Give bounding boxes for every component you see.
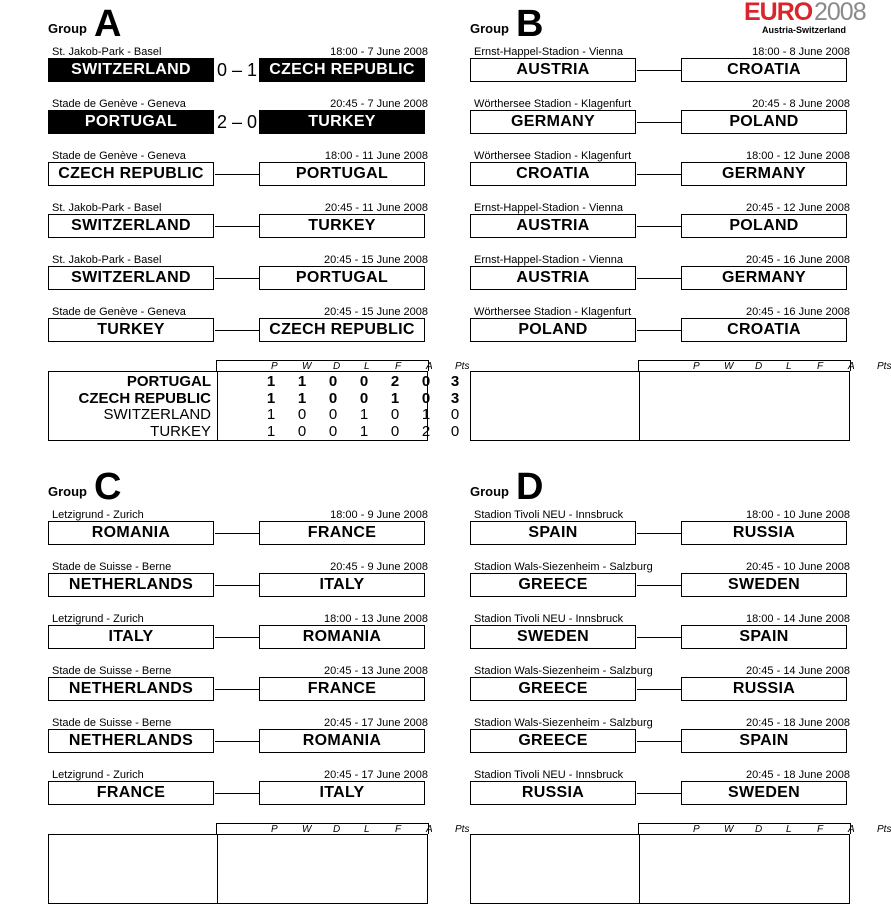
standings-col-header: A — [848, 824, 855, 835]
match-connector-line — [215, 741, 259, 742]
match-venue: Stadion Tivoli NEU - Innsbruck — [474, 769, 624, 781]
standings-stat-d: 0 — [328, 406, 338, 423]
standings-stat-p: 1 — [266, 422, 276, 440]
away-team-box: PORTUGAL — [259, 266, 425, 290]
standings-stat-d: 0 — [328, 389, 338, 407]
standings-col-header: D — [333, 361, 341, 372]
standings-stat-pts: 3 — [450, 373, 460, 390]
away-team-box: POLAND — [681, 110, 847, 134]
away-team-box: POLAND — [681, 214, 847, 238]
standings-col-header: A — [848, 361, 855, 372]
standings-stat-w: 1 — [297, 389, 307, 407]
match-datetime: 18:00 - 7 June 2008 — [330, 46, 428, 58]
standings-col-header: D — [333, 824, 341, 835]
match-score: 2 – 0 — [216, 112, 258, 132]
match-row — [48, 509, 430, 549]
home-team-box: GREECE — [470, 677, 636, 701]
standings-stat-p: 1 — [266, 406, 276, 423]
match-venue: Stadion Wals-Siezenheim - Salzburg — [474, 561, 653, 573]
match-venue: Ernst-Happel-Stadion - Vienna — [474, 202, 623, 214]
standings-stat-f: 0 — [390, 422, 400, 440]
match-score: 0 – 1 — [216, 60, 258, 80]
match-datetime: 18:00 - 14 June 2008 — [746, 613, 850, 625]
away-team-box: CZECH REPUBLIC — [259, 58, 425, 82]
match-venue: Stadion Tivoli NEU - Innsbruck — [474, 509, 624, 521]
match-connector-line — [637, 278, 681, 279]
group-word: Group — [48, 21, 87, 36]
match-row — [470, 509, 852, 549]
match-venue: Letzigrund - Zurich — [52, 509, 144, 521]
match-row — [48, 98, 430, 138]
standings-col-header: A — [426, 824, 433, 835]
standings-team-name: TURKEY — [150, 422, 211, 440]
standings-col-header: F — [395, 361, 402, 372]
standings-stat-l: 1 — [359, 422, 369, 440]
away-team-box: ITALY — [259, 781, 425, 805]
match-datetime: 18:00 - 8 June 2008 — [752, 46, 850, 58]
home-team-box: NETHERLANDS — [48, 729, 214, 753]
match-venue: Wörthersee Stadion - Klagenfurt — [474, 150, 632, 162]
match-venue: Ernst-Happel-Stadion - Vienna — [474, 254, 623, 266]
match-venue: Letzigrund - Zurich — [52, 769, 144, 781]
match-row — [470, 613, 852, 653]
match-connector-line — [637, 741, 681, 742]
standings-col-header: D — [755, 361, 763, 372]
standings-row — [49, 422, 460, 440]
match-connector-line — [637, 637, 681, 638]
away-team-box: RUSSIA — [681, 677, 847, 701]
home-team-box: AUSTRIA — [470, 214, 636, 238]
home-team-box: CROATIA — [470, 162, 636, 186]
standings-stat-f: 2 — [390, 373, 400, 390]
group-heading — [470, 4, 670, 44]
standings-stat-pts: 0 — [450, 406, 460, 423]
group-d-panel — [470, 466, 891, 907]
group-word: Group — [470, 21, 509, 36]
match-datetime: 20:45 - 8 June 2008 — [752, 98, 850, 110]
match-datetime: 18:00 - 10 June 2008 — [746, 509, 850, 521]
match-venue: Stade de Genève - Geneva — [52, 306, 186, 318]
standings-stat-p: 1 — [266, 389, 276, 407]
standings-col-header: Pts — [455, 824, 470, 835]
match-datetime: 20:45 - 10 June 2008 — [746, 561, 850, 573]
standings-body — [470, 371, 850, 441]
away-team-box: CZECH REPUBLIC — [259, 318, 425, 342]
standings-col-header: Pts — [877, 361, 891, 372]
match-row — [48, 613, 430, 653]
home-team-box: PORTUGAL — [48, 110, 214, 134]
away-team-box: TURKEY — [259, 110, 425, 134]
home-team-box: SWEDEN — [470, 625, 636, 649]
match-connector-line — [637, 689, 681, 690]
match-connector-line — [637, 533, 681, 534]
home-team-box: NETHERLANDS — [48, 677, 214, 701]
match-venue: Stadion Wals-Siezenheim - Salzburg — [474, 665, 653, 677]
match-connector-line — [637, 793, 681, 794]
away-team-box: GERMANY — [681, 162, 847, 186]
standings-stat-l: 0 — [359, 389, 369, 407]
match-datetime: 20:45 - 11 June 2008 — [324, 202, 428, 214]
away-team-box: SPAIN — [681, 729, 847, 753]
standings-body — [470, 834, 850, 904]
group-letter: B — [516, 3, 544, 45]
match-venue: Stade de Suisse - Berne — [52, 717, 172, 729]
standings-stat-f: 0 — [390, 406, 400, 423]
match-connector-line — [637, 330, 681, 331]
standings-stat-pts: 3 — [450, 389, 460, 407]
match-connector-line — [637, 226, 681, 227]
standings-stat-f: 1 — [390, 389, 400, 407]
home-team-box: SWITZERLAND — [48, 58, 214, 82]
match-connector-line — [215, 278, 259, 279]
match-row — [470, 717, 852, 757]
match-venue: Stade de Suisse - Berne — [52, 665, 172, 677]
match-row — [470, 98, 852, 138]
home-team-box: NETHERLANDS — [48, 573, 214, 597]
match-venue: Stadion Tivoli NEU - Innsbruck — [474, 613, 624, 625]
home-team-box: ITALY — [48, 625, 214, 649]
standings-stat-a: 0 — [421, 389, 431, 407]
home-team-box: SWITZERLAND — [48, 266, 214, 290]
group-letter: C — [94, 466, 122, 508]
standings-col-header: P — [693, 361, 700, 372]
match-datetime: 20:45 - 7 June 2008 — [330, 98, 428, 110]
standings-col-header: P — [693, 824, 700, 835]
standings-col-header: A — [426, 361, 433, 372]
standings-col-header: W — [302, 361, 312, 372]
home-team-box: POLAND — [470, 318, 636, 342]
match-row — [470, 46, 852, 86]
match-connector-line — [215, 533, 259, 534]
match-datetime: 20:45 - 12 June 2008 — [746, 202, 850, 214]
group-word: Group — [48, 484, 87, 499]
standings-col-header: P — [271, 361, 278, 372]
match-datetime: 20:45 - 15 June 2008 — [324, 254, 428, 266]
standings-table — [48, 360, 470, 442]
home-team-box: CZECH REPUBLIC — [48, 162, 214, 186]
standings-stat-w: 0 — [297, 406, 307, 423]
match-connector-line — [215, 689, 259, 690]
match-datetime: 20:45 - 13 June 2008 — [324, 665, 428, 677]
match-venue: Stade de Genève - Geneva — [52, 150, 186, 162]
standings-col-header: D — [755, 824, 763, 835]
standings-divider — [639, 835, 640, 903]
match-connector-line — [215, 174, 259, 175]
match-venue: Ernst-Happel-Stadion - Vienna — [474, 46, 623, 58]
standings-stat-d: 0 — [328, 373, 338, 390]
standings-col-header: L — [364, 361, 370, 372]
home-team-box: AUSTRIA — [470, 58, 636, 82]
group-a-panel — [48, 3, 470, 444]
standings-divider — [639, 372, 640, 440]
home-team-box: AUSTRIA — [470, 266, 636, 290]
match-datetime: 20:45 - 14 June 2008 — [746, 665, 850, 677]
match-row — [48, 769, 430, 809]
standings-header — [638, 360, 891, 372]
match-connector-line — [215, 585, 259, 586]
standings-col-header: P — [271, 824, 278, 835]
standings-header — [638, 823, 891, 835]
match-row — [470, 769, 852, 809]
standings-stat-p: 1 — [266, 373, 276, 390]
away-team-box: PORTUGAL — [259, 162, 425, 186]
home-team-box: SPAIN — [470, 521, 636, 545]
home-team-box: GREECE — [470, 729, 636, 753]
group-heading — [48, 4, 248, 44]
standings-col-header: Pts — [877, 824, 891, 835]
standings-stat-l: 1 — [359, 406, 369, 423]
standings-header — [216, 360, 470, 372]
group-heading — [470, 467, 670, 507]
match-datetime: 18:00 - 11 June 2008 — [324, 150, 428, 162]
match-venue: Stade de Suisse - Berne — [52, 561, 172, 573]
home-team-box: GERMANY — [470, 110, 636, 134]
match-venue: Wörthersee Stadion - Klagenfurt — [474, 98, 632, 110]
standings-stat-a: 1 — [421, 406, 431, 423]
home-team-box: TURKEY — [48, 318, 214, 342]
match-connector-line — [215, 793, 259, 794]
group-letter: A — [94, 3, 122, 45]
match-datetime: 20:45 - 15 June 2008 — [324, 306, 428, 318]
match-datetime: 18:00 - 12 June 2008 — [746, 150, 850, 162]
standings-table — [470, 823, 891, 905]
standings-stat-d: 0 — [328, 422, 338, 440]
match-row — [48, 306, 430, 346]
match-venue: St. Jakob-Park - Basel — [52, 254, 162, 266]
away-team-box: FRANCE — [259, 677, 425, 701]
match-venue: Letzigrund - Zurich — [52, 613, 144, 625]
away-team-box: ROMANIA — [259, 625, 425, 649]
match-datetime: 20:45 - 18 June 2008 — [746, 717, 850, 729]
match-row — [470, 665, 852, 705]
standings-col-header: W — [302, 824, 312, 835]
standings-divider — [217, 835, 218, 903]
away-team-box: ROMANIA — [259, 729, 425, 753]
away-team-box: GERMANY — [681, 266, 847, 290]
logo-year-text: 2008 — [814, 0, 866, 26]
group-b-panel — [470, 3, 891, 444]
group-heading — [48, 467, 248, 507]
standings-stat-w: 0 — [297, 422, 307, 440]
match-datetime: 20:45 - 9 June 2008 — [330, 561, 428, 573]
standings-col-header: W — [724, 824, 734, 835]
match-connector-line — [215, 226, 259, 227]
match-row — [470, 306, 852, 346]
standings-team-name: PORTUGAL — [126, 373, 211, 390]
match-row — [470, 150, 852, 190]
home-team-box: ROMANIA — [48, 521, 214, 545]
standings-col-header: F — [817, 361, 824, 372]
match-datetime: 18:00 - 13 June 2008 — [324, 613, 428, 625]
standings-row — [49, 406, 460, 423]
match-connector-line — [637, 122, 681, 123]
home-team-box: RUSSIA — [470, 781, 636, 805]
match-datetime: 20:45 - 18 June 2008 — [746, 769, 850, 781]
standings-table — [48, 823, 470, 905]
match-row — [470, 202, 852, 242]
standings-col-header: F — [395, 824, 402, 835]
standings-col-header: L — [786, 361, 792, 372]
match-datetime: 20:45 - 16 June 2008 — [746, 306, 850, 318]
standings-stat-pts: 0 — [450, 422, 460, 440]
standings-body — [48, 371, 460, 441]
standings-stat-w: 1 — [297, 373, 307, 390]
standings-col-header: L — [364, 824, 370, 835]
match-connector-line — [637, 585, 681, 586]
match-datetime: 20:45 - 16 June 2008 — [746, 254, 850, 266]
match-venue: Wörthersee Stadion - Klagenfurt — [474, 306, 632, 318]
match-row — [48, 254, 430, 294]
home-team-box: SWITZERLAND — [48, 214, 214, 238]
logo-hosts-text: Austria-Switzerland — [762, 25, 847, 35]
match-row — [48, 717, 430, 757]
match-venue: Stadion Wals-Siezenheim - Salzburg — [474, 717, 653, 729]
standings-team-name: SWITZERLAND — [103, 406, 211, 423]
standings-col-header: Pts — [455, 361, 470, 372]
match-row — [470, 254, 852, 294]
match-connector-line — [637, 174, 681, 175]
away-team-box: TURKEY — [259, 214, 425, 238]
match-connector-line — [637, 70, 681, 71]
away-team-box: FRANCE — [259, 521, 425, 545]
away-team-box: CROATIA — [681, 318, 847, 342]
standings-col-header: W — [724, 361, 734, 372]
match-datetime: 20:45 - 17 June 2008 — [324, 769, 428, 781]
home-team-box: GREECE — [470, 573, 636, 597]
standings-col-header: F — [817, 824, 824, 835]
away-team-box: SWEDEN — [681, 781, 847, 805]
match-datetime: 18:00 - 9 June 2008 — [330, 509, 428, 521]
match-row — [48, 150, 430, 190]
home-team-box: FRANCE — [48, 781, 214, 805]
standings-stat-l: 0 — [359, 373, 369, 390]
match-row — [48, 561, 430, 601]
match-connector-line — [215, 330, 259, 331]
match-venue: St. Jakob-Park - Basel — [52, 46, 162, 58]
match-venue: St. Jakob-Park - Basel — [52, 202, 162, 214]
standings-stat-a: 0 — [421, 373, 431, 390]
group-letter: D — [516, 466, 544, 508]
standings-row — [49, 389, 460, 407]
away-team-box: RUSSIA — [681, 521, 847, 545]
away-team-box: CROATIA — [681, 58, 847, 82]
away-team-box: SWEDEN — [681, 573, 847, 597]
match-row — [470, 561, 852, 601]
away-team-box: SPAIN — [681, 625, 847, 649]
standings-header — [216, 823, 470, 835]
match-connector-line — [215, 637, 259, 638]
match-row — [48, 665, 430, 705]
group-c-panel — [48, 466, 470, 907]
standings-body — [48, 834, 428, 904]
standings-table — [470, 360, 891, 442]
logo-euro-text: EURO — [744, 0, 813, 26]
group-word: Group — [470, 484, 509, 499]
standings-stat-a: 2 — [421, 422, 431, 440]
standings-col-header: L — [786, 824, 792, 835]
match-row — [48, 46, 430, 86]
match-datetime: 20:45 - 17 June 2008 — [324, 717, 428, 729]
standings-row — [49, 373, 460, 390]
away-team-box: ITALY — [259, 573, 425, 597]
standings-team-name: CZECH REPUBLIC — [78, 389, 211, 407]
match-venue: Stade de Genève - Geneva — [52, 98, 186, 110]
match-row — [48, 202, 430, 242]
